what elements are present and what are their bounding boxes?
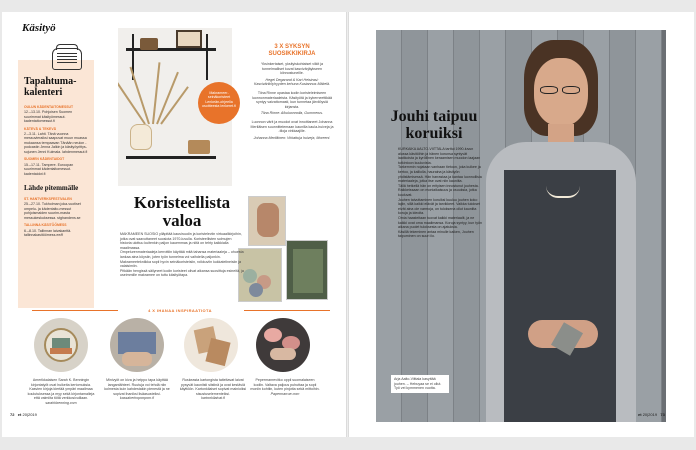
event-text: 25.–27.10. Tukholman joka-vuotiset ompelu- ja kädentaito-messut pohjoismaiden suurim-masta messukeskuksessa. stghandens.se xyxy=(24,202,81,220)
caption-link[interactable]: kartonkilaivat.fi xyxy=(201,396,225,401)
caption-text: Arja Aalto-Viittala kasyttää jouhen. – Hebuyaa se ei ollut. Työ vei kymmenen vuotta. xyxy=(394,377,442,391)
event-heading: KÄTEVÄ & TEKEVÄ xyxy=(24,126,57,131)
caption-link[interactable]: Papermarrue.com xyxy=(270,391,300,396)
book-cover xyxy=(248,196,286,246)
makrame-badge: Makrameer-seinäkoristeet Lenkeän-ohjeella osoitteesta lenkeret.fi xyxy=(198,82,240,124)
page-number: 72 xyxy=(10,412,15,417)
article-paragraph: Tällä hetkellä hän on erityisen innostunut jouhesta. Raikkeissaan on moniaikaisuus ja osuuksia, jotka kuuluvat. xyxy=(398,183,479,197)
section-label: Käsityö xyxy=(22,22,56,34)
article-paragraph: Käsillä tekeminen antaa minulle kaiken, Jouhen taipuminen on suuri ilo. xyxy=(398,229,474,239)
books-body xyxy=(250,62,334,140)
event-calendar-sidebar xyxy=(18,60,94,308)
event-heading: OULUN KÄDENTAITOMESSUT xyxy=(24,105,74,109)
page-number: 73 xyxy=(660,412,665,417)
issue-number: 20|2019 xyxy=(22,412,37,417)
portrait-article-body xyxy=(398,147,484,239)
magazine-name: et xyxy=(17,412,22,417)
inspiration-heading: 4 X IHANAA INSPIRAATIOTA xyxy=(148,308,212,313)
inspiration-caption xyxy=(250,378,320,396)
book-cover xyxy=(238,248,282,302)
inspiration-caption xyxy=(26,378,96,406)
event-text: 15.–17.11. Tampere. Euroopan suurimmat kädentaitomessut. kadentaidot.fi xyxy=(24,162,74,176)
book-credit: Hegei Degarand & Kari Heistrasi: Kasviväriköyhyyden kehuna Kustannus Mäkelä. xyxy=(253,77,331,87)
event-item xyxy=(18,102,94,124)
books-heading: 3 X SYKSYN SUOSIKKIKIRJA xyxy=(268,44,316,57)
inspiration-image xyxy=(256,318,310,372)
inspiration-image xyxy=(110,318,164,372)
portrait-article-title: Jouhi taipuu koruiksi xyxy=(390,108,478,142)
event-heading: SUOMEN KÄDENTAIDOT xyxy=(24,157,65,162)
event-heading: ST. HANTVERKSFESTIVALEN xyxy=(24,197,72,202)
book-credit: Tiina Rinne: Alkuluonnolla, Gummerus. xyxy=(260,111,324,116)
caption-text: Amerikkalaisen Sarah K. Benningin kirjontatyöt ovat huikeita kertomuksia. Kasvien kirjoja kiertää ympäri maailmaa koulutuksessa ja myy sekä kirjontamalleja että valmiita töitä verkkosivuillaan. xyxy=(27,378,95,401)
article-paragraph: Jouhen taivuttaminen koruiksi kuuluu jouhen koko lajiin, sillä kaikki elävät ja tarvikkeet. Vaikka tulokset eivät aina ole varmoja, on tuloksena ollut kauniita koruja ja ideoita. xyxy=(398,197,481,216)
event-item xyxy=(18,124,94,155)
article-paragraph: MAKRAMEEN SUOSIO ylläpitää kausiruudin ja koristeleviin virtuaalikirjoihin, jotka ovat saavuttaneet suosiota 1970-luvulla. Koristeellisten solmujen historia ulottuu kuitenkin paljon kauemmas ja niitä on tehty kaikkialla maailmassa. xyxy=(120,232,242,250)
inspiration-caption xyxy=(178,378,248,401)
event-item xyxy=(18,220,94,237)
sidebar-subheading: Lähde pitemmälle xyxy=(24,184,79,193)
article-paragraph: Ompelurenmateriaaleja kerrottiin käyttää mitä tahansa materiaaleja – ohuesta lankaa aina köysiin, joten työn tunnelma voi vaihdella paljonkin. Makrameetekniikka sopii hyvin seinäkoristeisiin, roikkuviin kukkatelineisiin ja valaisimiin. xyxy=(120,250,244,269)
book-credit: Johanna Meriläinen: Virkattuja huiveja, Moreeni. xyxy=(253,135,331,140)
event-text: 12.–13.10. Pohjoisen Suomen suurimmat käsityömessut. kadentaitomessut.fi xyxy=(24,110,73,124)
article-paragraph: Tarkemmin nojataan vanhaan tietoon, joka kulkee ja kertoo, ja kalliolla, hauraina ja käsityön yhdistämisessä. Hän harrastaa ja kantaa luonnollisia materiaaleja, jotka itse ovat niin kauniita. xyxy=(398,165,482,184)
page-folio-left xyxy=(10,412,37,417)
article-paragraph: Pitkään hengissä säilyneet kodin koristeet olivat aikansa suosittuja esineitä, ja useimmille makramee on tuttu käsityötapa. xyxy=(120,268,244,278)
caption-link[interactable]: sarahkbenning.com xyxy=(45,400,77,405)
photo-caption xyxy=(391,375,449,393)
article-body xyxy=(120,232,244,278)
book-cover xyxy=(286,240,328,300)
article-paragraph: KURKAIKA AALTO-VIITTALA tarttui 1990-luvun alussa käsitöihin ja hänen korunsa syntyvät laatikoista ja kyröllinen keraamisen muodon laajaan tutkintoon kuuluvista. xyxy=(398,147,481,165)
article-title: Koristeellista valoa xyxy=(133,193,231,230)
event-item xyxy=(18,154,94,176)
caption-text: Minivyöt on kiva ja helppo tapa käyttää langantähteet. Ruutuja voi tehdä niin kolmesta kuin kahdestakin pienestä ja ne sopivat ihaniksi lisäasusteiksi. xyxy=(104,378,170,396)
caption-link[interactable]: kassakerhoponpom.fi xyxy=(119,396,155,401)
sidebar-title: Tapahtuma-kalenteri xyxy=(24,76,77,98)
page-folio-right xyxy=(638,412,665,417)
event-text: 2.–3.11. Lahti. Tänä vuonna messuvieraiksi saapuvat muun muassa mukaansa tempaavan Tänään neulon -podcastin Jenna Jalkin ja käsityöyrittys-sujunen Jenni Kulmala. lahdenmessut.fi xyxy=(24,131,88,154)
book-text: Tiina Rinne opastaa kodin koristeleimiseen luonnonmateriaaleista. Käsityötä ja kyberneettikää syntyy vaivattomasti, kun tunnetaa järvilöysiä kirjansta. xyxy=(251,90,333,109)
event-text: 6.–8.10. Tallinnan laivakanttä. tallinnakasitöömess.ee/fi xyxy=(24,228,72,238)
inspiration-image xyxy=(34,318,88,372)
book-text: Luonnon värit ja muodot ovat innoittaneet Johanna Meriläisen suunnittelemaan kaunilla kaula-huiveja ja -tiloja virkkaajille. xyxy=(250,119,334,134)
event-heading: TALLINNA KÄSITÖÖMESS xyxy=(24,223,67,228)
inspiration-image xyxy=(184,318,238,372)
article-paragraph: Omia haasteitaan tuovat kaikki materiaalit, ja ne kaikki ovat oma maailmansa. Koruja syntyy, kun työn aikana puolet tuloksesta on ajatuksia. xyxy=(398,215,483,230)
inspiration-caption xyxy=(102,378,172,401)
calendar-icon xyxy=(52,48,82,70)
caption-text: Pepermanrevitko oppii suomalaiseen kodiin. Valtava paljous puhuttaa ja sopii moniin kohtiin, kuten pinjotta sekä mittoihin. xyxy=(250,378,320,392)
event-item xyxy=(18,194,94,220)
caption-text: Ruskeasta kartongista taiteltavat laivat pysyvät kauniisti siistinä ja ovat kestäviä käyttöön. Kartonkilaiset sopivat mainioiksi sisustuselementeiksi. xyxy=(179,378,247,396)
issue-number: 20|2019 xyxy=(642,412,658,417)
magazine-name: et xyxy=(638,412,642,417)
book-text: Yksinkertaiset, yksityiskohtaiset viikit ja tunnelmalliset kuvat kasvivärjäykseen kiinnostuneille. xyxy=(260,62,324,76)
